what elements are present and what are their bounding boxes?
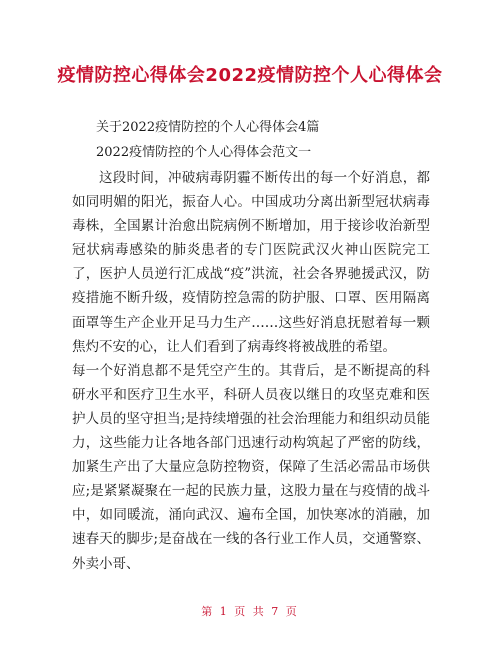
subheading-collection-title: 关于2022疫情防控的个人心得体会4篇 [96, 120, 320, 135]
document-body [72, 166, 430, 576]
page-number-footer: 第 1 页 共 7 页 [201, 605, 299, 618]
paragraph-2: 每一个好消息都不是凭空产生的。其背后，是不断提高的科研水平和医疗卫生水平，科研人员夜以继日的攻坚克难和医护人员的坚守担当;是持续增强的社会治理能力和组织动员能力，这些能力让各地各部门迅速行动构筑起了严密的防线，加紧生产出了大量应急防控物资，保障了生活必需品市场供应;是紧紧凝聚在一起的民族力量，这股力量在与疫情的战斗中，如同暖流，涌向武汉、遍布全国，加快寒冰的消融，加速春天的脚步;是奋战在一线的各行业工作人员，交通警察、外卖小哥、 [72, 362, 430, 572]
paragraph-1: 这段时间，冲破病毒阴霾不断传出的每一个好消息，都如同明媚的阳光，振奋人心。中国成功分离出新型冠状病毒毒株，全国累计治愈出院病例不断增加，用于接诊收治新型冠状病毒感染的肺炎患者的专门医院武汉火神山医院完工了，医护人员逆行汇成战“疫”洪流，社会各界驰援武汉，防疫措施不断升级，疫情防控急需的防护服、口罩、医用隔离面罩等生产企业开足马力生产……这些好消息抚慰着每一颗焦灼不安的心，让人们看到了病毒终将被战胜的希望。 [72, 170, 430, 355]
subheading-article-title: 2022疫情防控的个人心得体会范文一 [96, 145, 312, 160]
document-title: 疫情防控心得体会2022疫情防控个人心得体会 [57, 65, 443, 86]
